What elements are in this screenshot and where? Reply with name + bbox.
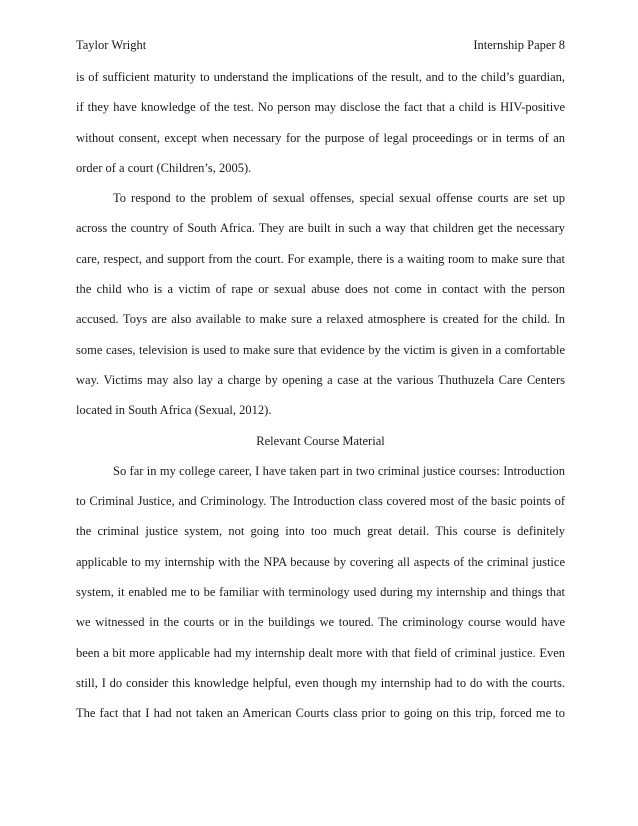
text-line: system, it enabled me to be familiar with terminology used during my internship and things that [76,585,565,600]
text-line: The fact that I had not taken an American Courts class prior to going on this trip, forced me to [76,706,565,721]
section-heading: Relevant Course Material [256,433,385,448]
text-line: some cases, television is used to make sure that evidence by the victim is given in a comfortable [76,342,565,357]
text-line: care, respect, and support from the court. For example, there is a waiting room to make sure that [76,251,565,266]
text-line: still, I do consider this knowledge helpful, even though my internship had to do with the courts. [76,675,565,690]
header-author: Taylor Wright [76,38,147,52]
text-line: without consent, except when necessary for the purpose of legal proceedings or in terms of an [76,130,565,145]
text-line: located in South Africa (Sexual, 2012). [76,403,272,418]
text-line: across the country of South Africa. They are built in such a way that children get the necessary [76,221,565,236]
text-line: applicable to my internship with the NPA because by covering all aspects of the criminal justice [76,554,565,569]
text-line: accused. Toys are also available to make sure a relaxed atmosphere is created for the child. In [76,312,565,327]
text-line: to Criminal Justice, and Criminology. The Introduction class covered most of the basic points of [76,494,565,509]
text-line: if they have knowledge of the test. No person may disclose the fact that a child is HIV-positive [76,100,565,115]
text-line: is of sufficient maturity to understand the implications of the result, and to the child’s guardian, [76,70,565,84]
text-line: the child who is a victim of rape or sexual abuse does not come in contact with the person [76,282,565,297]
text-line: been a bit more applicable had my internship dealt more with that field of criminal justice. Even [76,645,565,660]
text-line: the criminal justice system, not going into too much great detail. This course is definitely [76,524,565,539]
paragraph-first-line: To respond to the problem of sexual offenses, special sexual offense courts are set up [113,191,565,206]
text-line: order of a court (Children’s, 2005). [76,160,252,175]
document-body [76,62,565,729]
header-title-page: Internship Paper 8 [473,38,565,52]
paragraph-first-line: So far in my college career, I have taken part in two criminal justice courses: Introduction [113,463,565,478]
running-header [76,38,565,58]
text-line: way. Victims may also lay a charge by opening a case at the various Thuthuzela Care Centers [76,372,565,387]
text-line: we witnessed in the courts or in the buildings we toured. The criminology course would have [76,615,565,630]
